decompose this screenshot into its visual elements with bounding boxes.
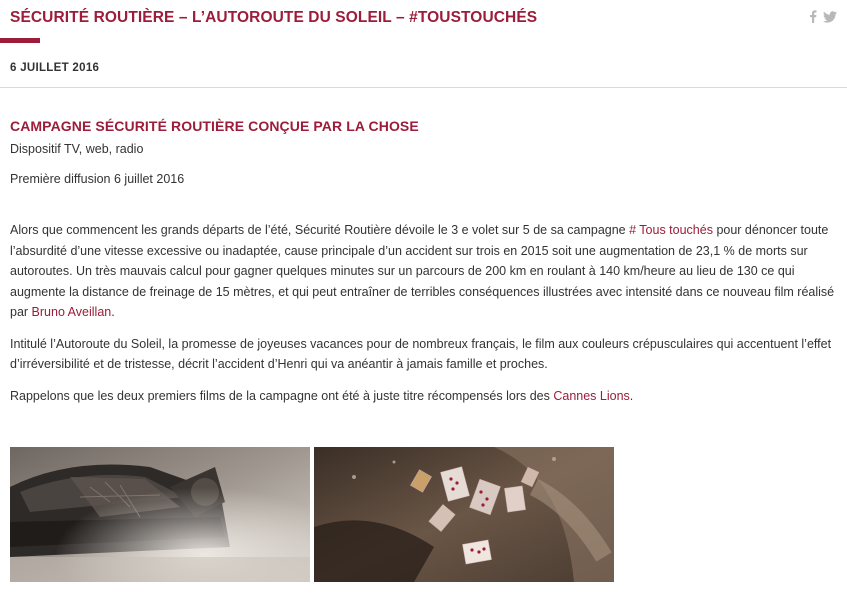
facebook-icon[interactable] [809,10,817,28]
page-title: SÉCURITÉ ROUTIÈRE – L’AUTOROUTE DU SOLEIL – #TOUSTOUCHÉS [10,9,538,26]
tous-touches-link[interactable]: # Tous touchés [629,223,713,237]
article-content [10,118,840,417]
article-subtitle: CAMPAGNE SÉCURITÉ ROUTIÈRE CONÇUE PAR LA CHOSE [10,118,419,134]
article-header [0,0,847,46]
title-accent-bar [0,38,40,43]
paragraph-text: pour dénoncer toute l’absurdité d’une vitesse excessive ou inadaptée, cause principale d’un accident sur trois en 2015 soit une augmentation de 23,1 % de morts sur autoroutes. Un très mauvais calcul pour gagner quelques minutes sur un parcours de 200 km en roulant à 140 km/heure au lieu de 130 ce qui augmente la distance de freinage de 15 mètres, et qui peut entraîner de terribles conséquences illustrées avec intensité dans ce nouveau film réalisé par [10,223,835,319]
paragraph-text: Rappelons que les deux premiers films de la campagne ont été à juste titre récompensés lors des [10,388,554,403]
car-crash-image[interactable] [10,447,310,582]
paragraph-awards [10,386,838,407]
paragraph-description: Intitulé l’Autoroute du Soleil, la promesse de joyeuses vacances pour de nombreux français, le film aux couleurs crépusculaires qui accentuent l’effet d’irréversibilité et de tristesse, décrit l’accident d’Henri qui va anéantir à jamais famille et proches. [10,336,832,371]
paragraph-text: . [629,388,634,403]
publish-date: 6 JUILLET 2016 [10,62,100,74]
diffusion-text: Première diffusion 6 juillet 2016 [10,172,185,186]
share-links [809,10,837,28]
paragraph-text: Alors que commencent les grands départs de l’été, Sécurité Routière dévoile le 3 e volet sur 5 de sa campagne [10,223,630,237]
date-bar [0,46,847,88]
image-gallery [10,447,614,582]
twitter-icon[interactable] [823,10,837,28]
flying-cards-image[interactable] [314,447,614,582]
paragraph-intro [10,220,838,323]
dispositif-text: Dispositif TV, web, radio [10,142,144,156]
bruno-aveillan-link[interactable]: Bruno Aveillan [31,305,112,319]
paragraph-text: . [111,305,115,319]
cannes-lions-link[interactable]: Cannes Lions [553,388,630,403]
